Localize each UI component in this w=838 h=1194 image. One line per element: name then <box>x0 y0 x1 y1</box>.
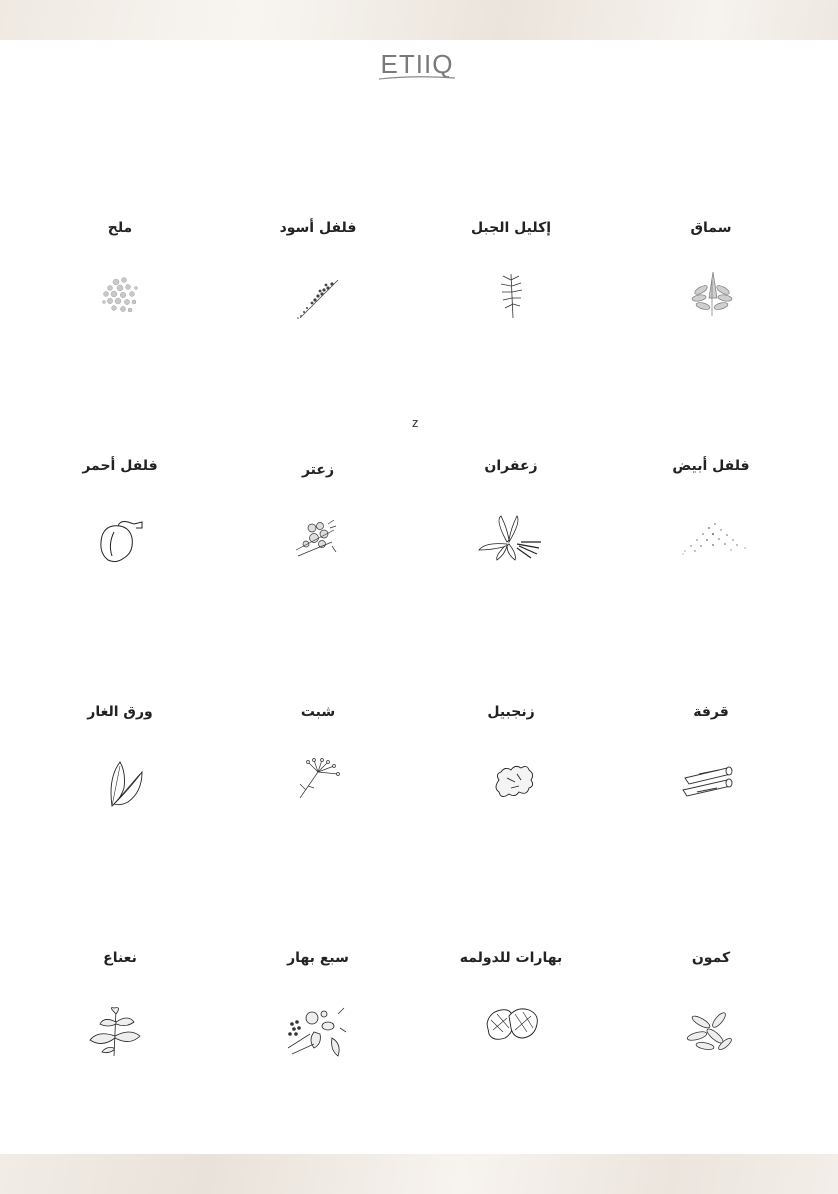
spice-label: كمون <box>691 950 731 966</box>
spice-label: زنجبيل <box>487 704 535 720</box>
spice-label: فلفل أسود <box>279 220 357 236</box>
spice-label: فلفل أحمر <box>82 458 158 474</box>
thyme-bundle-icon <box>292 516 340 562</box>
cumin-seeds-icon <box>681 1006 739 1056</box>
white-pepper-powder-icon <box>675 516 753 560</box>
spice-label: سماق <box>690 220 732 236</box>
spice-label: زعفران <box>484 458 538 474</box>
spice-label: زعتر <box>301 462 335 478</box>
spice-label: ورق الغار <box>87 704 153 720</box>
logo-swoosh-icon <box>377 74 457 82</box>
cinnamon-sticks-icon <box>679 764 737 800</box>
saffron-flower-icon <box>477 514 545 564</box>
top-decorative-band <box>0 0 838 40</box>
brand-logo <box>377 50 457 84</box>
spice-label: بهارات للدولمه <box>459 950 563 966</box>
sumac-leaves-icon <box>683 268 739 320</box>
salt-crystals-icon <box>96 272 144 318</box>
peppercorn-branch-icon <box>292 276 344 322</box>
spice-label: نعناع <box>103 950 137 966</box>
mint-sprig-icon <box>86 1004 144 1060</box>
stray-character: z <box>412 415 419 430</box>
seven-spices-mix-icon <box>284 1004 350 1062</box>
spice-label: قرفة <box>693 704 729 720</box>
spice-label: فلفل أبيض <box>672 458 750 474</box>
spice-label: سبع بهار <box>287 950 349 966</box>
dill-flower-icon <box>294 758 344 802</box>
logo-text: ETIIQ <box>380 49 454 79</box>
ginger-root-icon <box>489 760 539 806</box>
bottom-decorative-band <box>0 1154 838 1194</box>
bell-pepper-icon <box>96 518 148 566</box>
dolma-rolls-icon <box>483 1004 543 1046</box>
spice-label: ملح <box>107 220 133 236</box>
bay-leaf-icon <box>104 758 146 810</box>
rosemary-sprig-icon <box>493 270 529 320</box>
spice-label: شبت <box>300 704 336 720</box>
spice-label: إكليل الجبل <box>470 220 552 236</box>
